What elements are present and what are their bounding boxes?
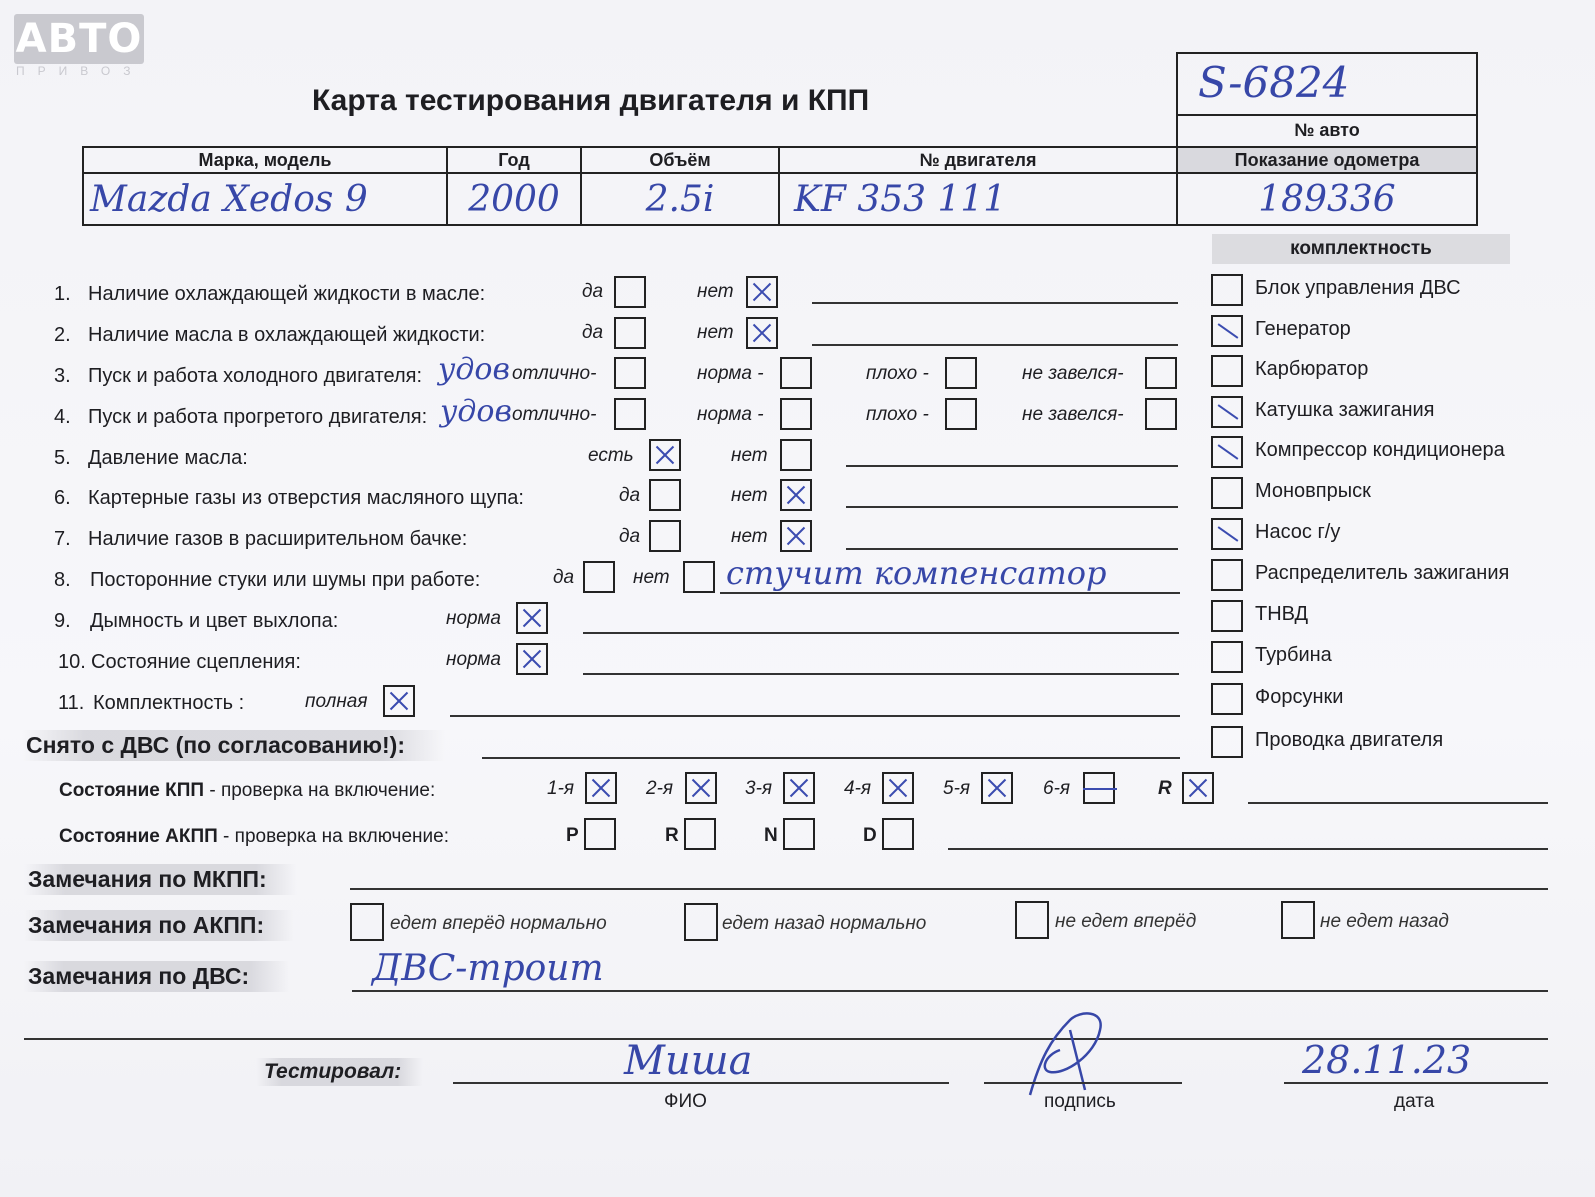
date-label: дата [1394, 1091, 1435, 1112]
option-label: да [619, 485, 641, 506]
checkbox-r4-bad[interactable] [945, 398, 977, 430]
checkbox-r2-no[interactable] [746, 317, 778, 349]
gear-label: 5-я [943, 778, 971, 799]
checkbox-r3-bad[interactable] [945, 357, 977, 389]
checkbox-r5-no[interactable] [780, 439, 812, 471]
akpp-backward-ok-checkbox[interactable] [684, 903, 718, 941]
option-label: да [582, 322, 604, 343]
row-number: 8. [54, 569, 71, 591]
checkbox-r7-no[interactable] [780, 520, 812, 552]
checkbox-r11-full[interactable] [383, 685, 415, 717]
row-text: Картерные газы из отверстия масляного щупа: [88, 487, 524, 509]
row-text: Дымность и цвет выхлопа: [90, 610, 339, 632]
akpp-option-label: едет назад нормально [722, 913, 927, 934]
option-label: норма [446, 649, 501, 670]
handwritten-r4: удов [440, 394, 512, 429]
signature-label: подпись [1044, 1091, 1116, 1112]
row-text: Наличие масла в охлаждающей жидкости: [88, 324, 486, 346]
kompl-checkbox[interactable] [1211, 355, 1243, 387]
row-number: 11. [58, 692, 85, 714]
mode-label: D [863, 825, 877, 846]
year-value: 2000 [447, 173, 581, 225]
answer-line [812, 344, 1178, 346]
kompl-item-label: Блок управления ДВС [1255, 277, 1461, 299]
option-label: норма [446, 608, 501, 629]
checkbox-r3-normal[interactable] [780, 357, 812, 389]
vehicle-info-table [82, 146, 1478, 226]
kpp-label-bold: Состояние КПП [59, 780, 205, 801]
kompl-checkbox[interactable] [1211, 683, 1243, 715]
brand-logo-sub: ПРИВОЗ [16, 64, 144, 78]
gear-label: 6-я [1043, 778, 1071, 799]
model-value: Mazda Xedos 9 [83, 173, 447, 225]
kompl-checkbox[interactable] [1211, 477, 1243, 509]
remarks-dvs-label: Замечания по ДВС: [24, 961, 289, 992]
option-label: нет [697, 281, 734, 302]
mode-r-checkbox[interactable] [684, 818, 716, 850]
row-text: Посторонние стуки или шумы при работе: [90, 569, 481, 591]
gear-5-checkbox[interactable] [981, 772, 1013, 804]
row-number: 2. [54, 324, 71, 346]
gear-3-checkbox[interactable] [783, 772, 815, 804]
option-label: плохо - [866, 404, 929, 425]
answer-line [846, 465, 1178, 467]
row-number: 10. [58, 651, 86, 673]
checkbox-r1-no[interactable] [746, 276, 778, 308]
col-header-engine-no: № двигателя [779, 147, 1177, 173]
answer-line [482, 757, 1180, 759]
auto-number-label: № авто [1176, 114, 1478, 146]
mode-n-checkbox[interactable] [783, 818, 815, 850]
akpp-label [59, 826, 449, 848]
row-number: 6. [54, 487, 71, 509]
akpp-label-bold: Состояние АКПП [59, 826, 218, 847]
row-number: 5. [54, 447, 71, 469]
row-number: 7. [54, 528, 71, 550]
checkbox-r8-no[interactable] [683, 561, 715, 593]
akpp-no-forward-checkbox[interactable] [1015, 901, 1049, 939]
answer-line [948, 848, 1548, 850]
kompl-item-label: Насос г/у [1255, 521, 1341, 543]
gear-2-checkbox[interactable] [685, 772, 717, 804]
kompl-checkbox[interactable] [1211, 600, 1243, 632]
row-text: Пуск и работа холодного двигателя: [88, 365, 423, 387]
akpp-option-label: не едет назад [1320, 911, 1449, 932]
mode-d-checkbox[interactable] [882, 818, 914, 850]
checkbox-r4-normal[interactable] [780, 398, 812, 430]
answer-line [352, 990, 1548, 992]
row-text: Комплектность : [93, 692, 245, 714]
checkbox-r4-no-start[interactable] [1145, 398, 1177, 430]
brand-logo: АВТО [15, 16, 143, 62]
tested-by-label: Тестировал: [256, 1058, 423, 1086]
odometer-value: 189336 [1177, 173, 1477, 225]
kompl-checkbox[interactable] [1211, 726, 1243, 758]
mode-label: N [764, 825, 778, 846]
option-label: не завелся- [1022, 363, 1124, 384]
answer-line [583, 673, 1179, 675]
option-label: нет [731, 485, 768, 506]
kpp-label [59, 780, 435, 802]
gear-label: 4-я [844, 778, 872, 799]
fio-line [453, 1082, 949, 1084]
auto-number-box [1176, 52, 1478, 116]
mode-label: R [665, 825, 679, 846]
date-handwritten: 28.11.23 [1302, 1038, 1472, 1082]
gear-label: 2-я [646, 778, 674, 799]
akpp-forward-ok-checkbox[interactable] [350, 903, 384, 941]
gear-r-checkbox[interactable] [1182, 772, 1214, 804]
gear-6-checkbox[interactable] [1083, 772, 1115, 804]
kompl-item-label: Турбина [1255, 644, 1332, 666]
kompl-item-label: Компрессор кондиционера [1255, 439, 1505, 461]
kompl-item-label: ТНВД [1255, 603, 1309, 625]
remarks-dvs-handwritten: ДВС-троит [372, 948, 604, 989]
remarks-mkpp-label: Замечания по МКПП: [24, 864, 297, 895]
akpp-option-label: не едет вперёд [1055, 911, 1197, 932]
option-label: норма - [697, 363, 764, 384]
checkbox-r5-yes[interactable] [649, 439, 681, 471]
option-label: нет [633, 567, 670, 588]
row-number: 3. [54, 365, 71, 387]
col-header-model: Марка, модель [83, 147, 447, 173]
option-label: есть [588, 445, 634, 466]
checkbox-r3-no-start[interactable] [1145, 357, 1177, 389]
kompl-item-label: Распределитель зажигания [1255, 562, 1510, 584]
option-label: отлично- [512, 404, 597, 425]
mode-p-checkbox[interactable] [584, 818, 616, 850]
gear-label: 3-я [745, 778, 773, 799]
kompl-checkbox[interactable] [1211, 641, 1243, 673]
col-header-year: Год [447, 147, 581, 173]
handwritten-r3: удов [438, 352, 510, 387]
kompl-header: комплектность [1212, 234, 1510, 264]
handwritten-r8: стучит компенсатор [726, 554, 1107, 592]
option-label: нет [697, 322, 734, 343]
kompl-checkbox[interactable] [1211, 396, 1243, 428]
answer-line [846, 548, 1178, 550]
fio-label: ФИО [664, 1091, 707, 1112]
checkbox-r1-yes[interactable] [614, 276, 646, 308]
row-text: Пуск и работа прогретого двигателя: [88, 406, 428, 428]
checkbox-r7-yes[interactable] [649, 520, 681, 552]
kompl-item-label: Форсунки [1255, 686, 1344, 708]
checkbox-r10-normal[interactable] [516, 643, 548, 675]
row-text: Наличие охлаждающей жидкости в масле: [88, 283, 486, 305]
option-label: да [619, 526, 641, 547]
option-label: да [582, 281, 604, 302]
col-header-odometer: Показание одометра [1177, 147, 1477, 173]
option-label: не завелся- [1022, 404, 1124, 425]
row-text: Наличие газов в расширительном бачке: [88, 528, 468, 550]
checkbox-r6-no[interactable] [780, 479, 812, 511]
option-label: отлично- [512, 363, 597, 384]
kompl-item-label: Генератор [1255, 318, 1351, 340]
signature-line [984, 1082, 1182, 1084]
checkbox-r3-excellent[interactable] [614, 357, 646, 389]
gear-label: 1-я [547, 778, 575, 799]
date-line [1284, 1082, 1548, 1084]
kompl-checkbox[interactable] [1211, 274, 1243, 306]
kompl-checkbox[interactable] [1211, 315, 1243, 347]
kompl-checkbox[interactable] [1211, 436, 1243, 468]
checkbox-r9-normal[interactable] [516, 602, 548, 634]
kompl-checkbox[interactable] [1211, 559, 1243, 591]
answer-line [350, 888, 1548, 890]
answer-line [450, 715, 1180, 717]
row-text: Состояние сцепления: [91, 651, 301, 673]
option-label: норма - [697, 404, 764, 425]
fio-handwritten: Миша [624, 1038, 753, 1084]
page-title: Карта тестирования двигателя и КПП [312, 84, 870, 117]
answer-line [1248, 802, 1548, 804]
row-number: 4. [54, 406, 71, 428]
option-label: плохо - [866, 363, 929, 384]
answer-line [583, 632, 1179, 634]
answer-line [720, 592, 1180, 594]
mode-label: P [566, 825, 579, 846]
kompl-checkbox[interactable] [1211, 518, 1243, 550]
gear-1-checkbox[interactable] [585, 772, 617, 804]
option-label: нет [731, 526, 768, 547]
kompl-item-label: Катушка зажигания [1255, 399, 1435, 421]
option-label: да [553, 567, 575, 588]
akpp-no-backward-checkbox[interactable] [1281, 901, 1315, 939]
gear-label: R [1158, 778, 1172, 799]
engine-no-value: KF 353 111 [779, 173, 1177, 225]
removed-label: Снято с ДВС (по согласованию!): [22, 730, 445, 761]
remarks-akpp-label: Замечания по АКПП: [24, 910, 294, 941]
checkbox-r2-yes[interactable] [614, 317, 646, 349]
row-number: 9. [54, 610, 71, 632]
kpp-label-rest: - проверка на включение: [204, 780, 436, 801]
option-label: полная [305, 691, 368, 712]
akpp-option-label: едет вперёд нормально [390, 913, 607, 934]
gear-4-checkbox[interactable] [882, 772, 914, 804]
kompl-item-label: Моновпрыск [1255, 480, 1371, 502]
akpp-label-rest: - проверка на включение: [217, 826, 449, 847]
col-header-volume: Объём [581, 147, 779, 173]
volume-value: 2.5i [581, 173, 779, 225]
signature-mark [1010, 1000, 1120, 1100]
checkbox-r8-yes[interactable] [583, 561, 615, 593]
answer-line [846, 506, 1178, 508]
checkbox-r6-yes[interactable] [649, 479, 681, 511]
option-label: нет [731, 445, 768, 466]
row-text: Давление масла: [88, 447, 248, 469]
kompl-item-label: Проводка двигателя [1255, 729, 1444, 751]
checkbox-r4-excellent[interactable] [614, 398, 646, 430]
answer-line [812, 302, 1178, 304]
auto-number-value: S-6824 [1198, 58, 1350, 107]
kompl-item-label: Карбюратор [1255, 358, 1369, 380]
row-number: 1. [54, 283, 71, 305]
